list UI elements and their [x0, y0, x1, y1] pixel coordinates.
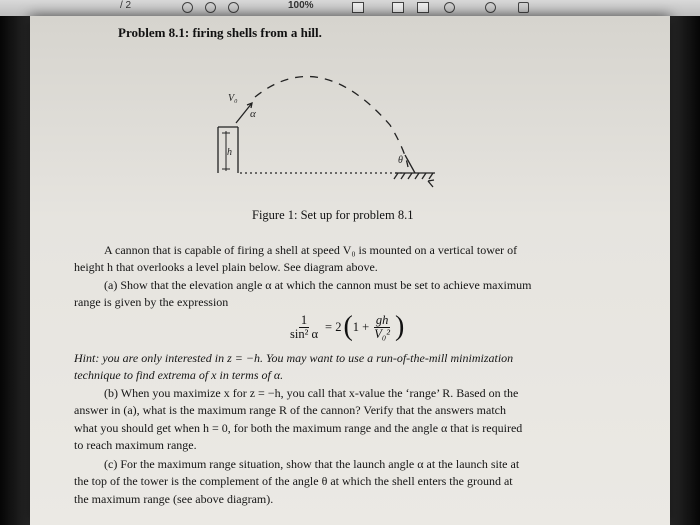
page-indicator: / 2 — [120, 0, 132, 11]
part-a-line-2: range is given by the expression — [74, 295, 229, 309]
lhs-fraction: $\frac{1}{\text{sin² α}}$ — [290, 312, 319, 341]
intro-line-2: height h that overlooks a level plain below. See diagram above. — [74, 260, 378, 274]
trajectory — [255, 77, 408, 167]
part-b-line-3: what you should get when h = 0, for both the maximum range and the angle α that is required — [74, 421, 523, 435]
part-c-line-1: (c) For the maximum range situation, show that the launch angle α at the launch site at — [104, 457, 520, 471]
back-arrow-icon[interactable] — [182, 2, 193, 13]
hint-line-2: technique to find extrema of x in terms of α. — [74, 368, 284, 382]
theta-label: θ — [398, 155, 403, 166]
share-icon[interactable] — [417, 2, 429, 13]
page-view-icon[interactable] — [352, 2, 364, 13]
annotate-icon[interactable] — [444, 2, 455, 13]
right-shadow — [670, 16, 700, 525]
figure-caption: Figure 1: Set up for problem 8.1 — [252, 208, 414, 222]
part-b-line-2: answer in (a), what is the maximum range R of the cannon? Verify that the answers match — [74, 403, 506, 417]
pen-icon[interactable] — [518, 2, 529, 13]
zoom-level[interactable]: 100% — [288, 0, 314, 11]
hint-line-1: Hint: you are only interested in z = −h. You may want to use a run-of-the-mill minimization — [74, 351, 514, 365]
part-c-line-2: the top of the tower is the complement of the angle θ at which the shell enters the ground at — [74, 474, 513, 488]
sidebar-icon[interactable] — [392, 2, 404, 13]
alpha-label: α — [250, 108, 256, 120]
impact-line — [405, 155, 415, 173]
equals-two: = 2 — [325, 319, 342, 334]
forward-arrow-icon[interactable] — [205, 2, 216, 13]
part-a-line-1: (a) Show that the elevation angle α at which the cannon must be set to achieve maximum — [104, 278, 532, 292]
problem-title: Problem 8.1: firing shells from a hill. — [118, 25, 322, 40]
left-shadow — [0, 16, 30, 525]
part-b-line-1: (b) When you maximize x for z = −h, you call that x-value the ‘range’ R. Based on the — [104, 386, 519, 400]
h-label: h — [227, 147, 232, 158]
zoom-icon[interactable] — [228, 2, 239, 13]
viewer-toolbar — [0, 0, 700, 17]
one-plus: 1 + — [352, 319, 370, 334]
impact-arrow — [428, 180, 434, 187]
rhs-fraction: $\frac{gh}{\text{V₀²}}$ — [374, 312, 390, 341]
part-b-line-4: to reach maximum range. — [74, 438, 197, 452]
intro-line-1: A cannon that is capable of firing a shell at speed V₀ is mounted on a vertical tower of — [104, 243, 518, 257]
v0-label: V₀ — [228, 93, 238, 104]
markup-icon[interactable] — [485, 2, 496, 13]
range-equation: $\frac{1}{\text{sin² α}}$ = 2 ( 1 + $\frac{gh}{\text{V₀²}}$ ) — [290, 311, 405, 342]
part-c-line-3: the maximum range (see above diagram). — [74, 492, 274, 506]
setup-diagram — [200, 55, 460, 195]
